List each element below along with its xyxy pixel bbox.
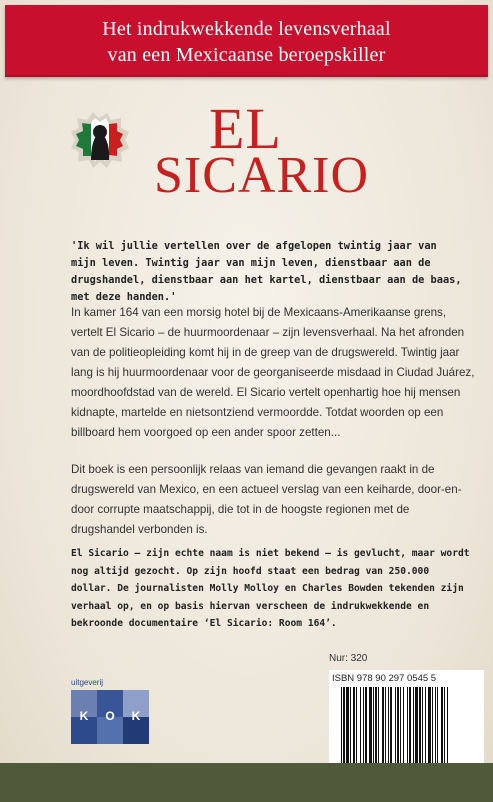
blurb-paragraph-3: El Sicario – zijn echte naam is niet bekend – is gevlucht, maar wordt nog altijd gezocht. Op zijn hoofd staat een bedrag van 250.000 dollar. De journalisten Molly Molloy en Charles Bowden tekenden zijn verhaal op, en op basis hiervan verscheen de indrukwekkende en bekroonde documentaire ‘El Sicario: Room 164’.: [71, 548, 470, 629]
banner-line-1: Het indrukwekkende levensverhaal: [102, 18, 391, 40]
isbn-text: ISBN 978 90 297 0545 5: [332, 673, 437, 684]
barcode-bar: [435, 687, 436, 774]
barcode-bar: [353, 687, 355, 774]
barcode-bar: [365, 687, 367, 774]
barcode-bar: [413, 687, 414, 774]
barcode-bar: [346, 687, 349, 774]
book-title-line-2: SICARIO: [154, 147, 370, 204]
barcode-bar: [441, 687, 443, 774]
barcode-bar: [373, 687, 374, 774]
kok-letter-1: K: [79, 709, 89, 724]
book-title-line-1: EL: [209, 96, 282, 161]
barcode-bar: [350, 687, 351, 774]
blurb-paragraph-1: In kamer 164 van een morsig hotel bij de Mexicaans-Amerikaanse grens, vertelt El Sicario – de huurmoordenaar – zijn levensverhaal. Na het afronden van de politieopleiding komt hij in de greep van de drugswereld. Twintig jaar lang is hij huurmoordenaar voor de georganiseerde misdaad in Ciudad Juárez, moordhoofdstad van de wereld. El Sicario vertelt openhartig hoe hij mensen kidnapte, martelde en nietsontziend vermoordde. Totdat woorden op een billboard hem voorgoed op een ander spoor zetten...: [71, 306, 475, 439]
kok-letter-2: O: [105, 709, 115, 724]
top-banner: [5, 5, 488, 77]
barcode-bar: [422, 687, 423, 774]
barcode-bar: [407, 687, 408, 774]
barcode-bar: [437, 687, 438, 774]
barcode-bar: [363, 687, 364, 774]
barcode-bar: [397, 687, 399, 774]
blurb-paragraph-2: Dit boek is een persoonlijk relaas van iemand die gevangen raakt in de drugswereld van Mexico, en een actueel verslag van een keiharde, door-en-door corrupte maatschappij, die tot in de hoogste regionen met de drugshandel verbonden is.: [71, 463, 462, 536]
barcode-bar: [432, 687, 433, 774]
barcode-bar: [447, 687, 448, 774]
barcode-bar: [385, 687, 386, 774]
barcode-bar: [388, 687, 389, 774]
barcode-bar: [360, 687, 361, 774]
barcode-bar: [375, 687, 377, 774]
barcode-bar: [378, 687, 379, 774]
barcode-bar: [395, 687, 396, 774]
barcode-bar: [369, 687, 372, 774]
barcode-bar: [444, 687, 445, 774]
barcode-bar: [428, 687, 431, 774]
torn-flag-hole-icon: [69, 110, 131, 170]
barcode-bar: [390, 687, 392, 774]
barcode-bar: [341, 687, 342, 774]
publisher-label: uitgeverij: [71, 678, 104, 687]
barcode-bar: [400, 687, 401, 774]
barcode-bar: [419, 687, 421, 774]
kok-letter-3: K: [131, 709, 141, 724]
barcode-bar: [356, 687, 357, 774]
barcode-bar: [403, 687, 404, 774]
pull-quote: 'Ik wil jullie vertellen over de afgelopen twintig jaar van mijn leven. Twintig jaar van mijn leven, dienstbaar aan de drugshandel, dienstbaar aan het kartel, dienstbaar aan de baas, met deze handen.': [71, 240, 462, 303]
barcode-bar: [425, 687, 426, 774]
banner-line-2: van een Mexicaanse beroepskiller: [107, 44, 386, 66]
barcode-bar: [409, 687, 411, 774]
bottom-color-band: [0, 763, 493, 802]
barcode-bar: [343, 687, 345, 774]
barcode-bar: [415, 687, 418, 774]
kok-publisher-logo: [71, 690, 149, 744]
barcode-bar: [382, 687, 384, 774]
nur-code: Nur: 320: [329, 653, 368, 664]
